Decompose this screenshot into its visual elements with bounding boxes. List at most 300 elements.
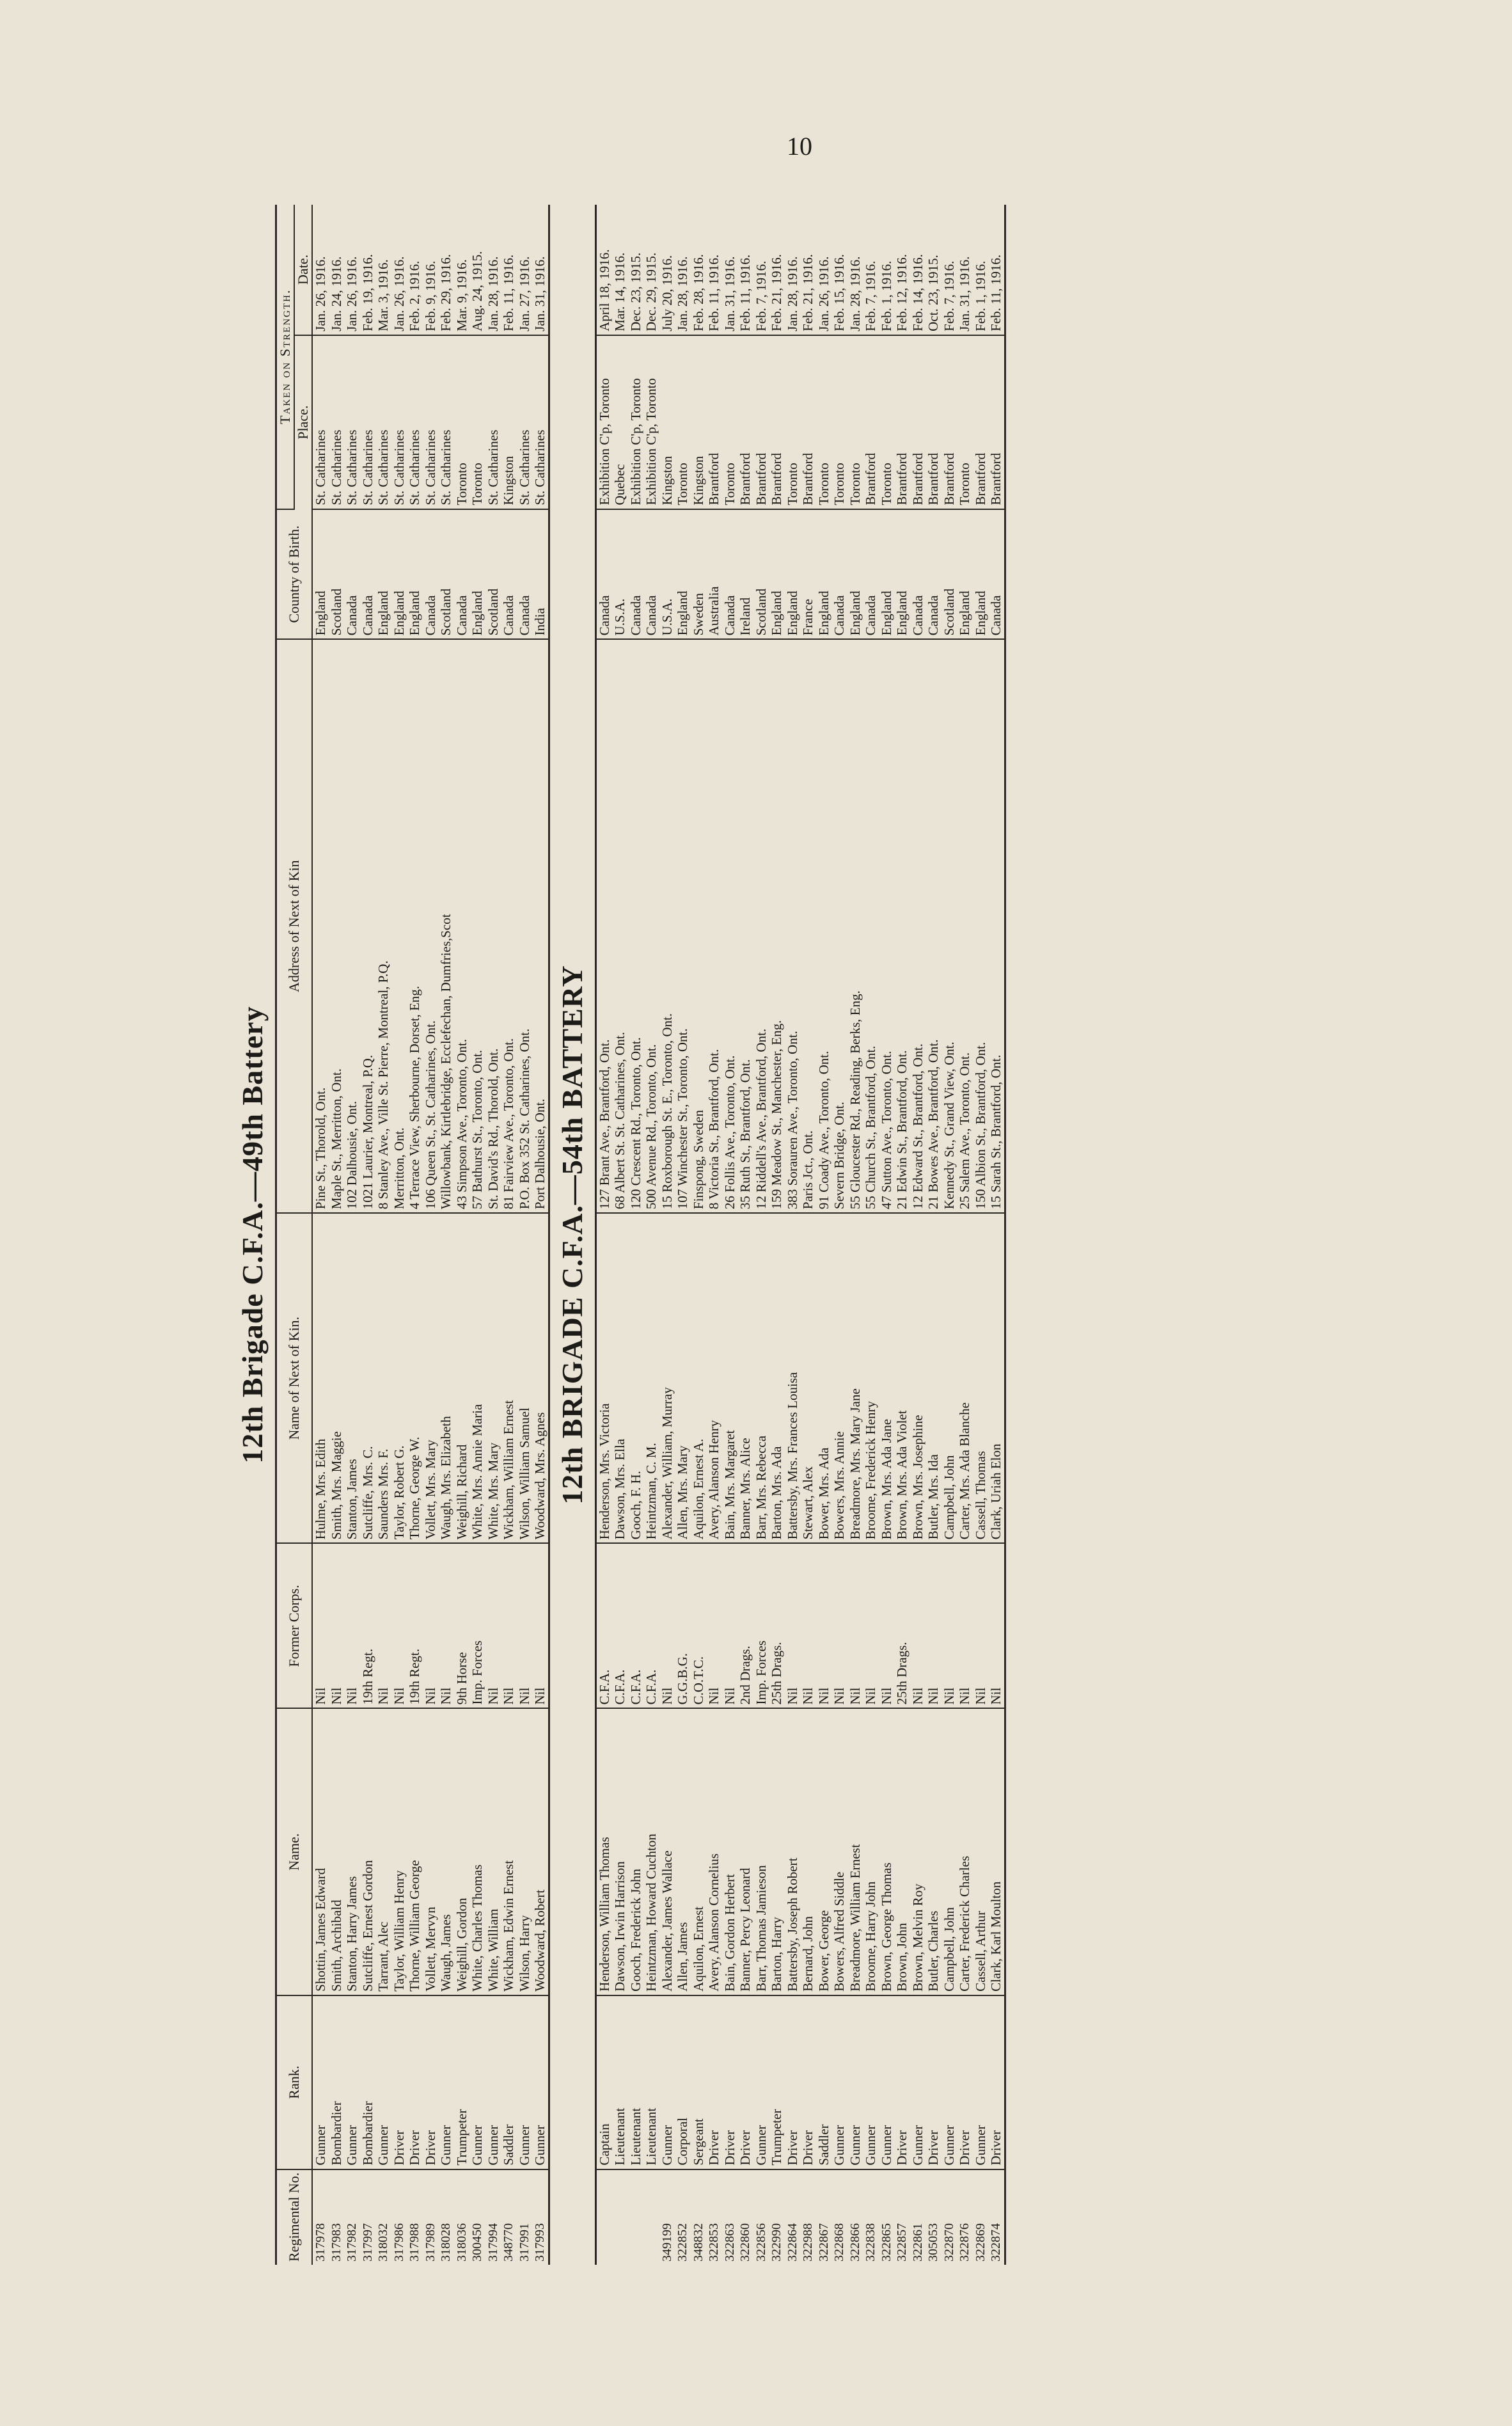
- cell-name: Stanton, Harry James: [344, 1709, 360, 1995]
- cell-rank: Gunner: [753, 1995, 769, 2169]
- table-row: [988, 205, 1005, 2265]
- cell-country: England: [785, 509, 801, 640]
- cell-next-of-kin: Barr, Mrs. Rebecca: [753, 1213, 769, 1543]
- cell-date: Mar. 9, 1916.: [454, 205, 470, 335]
- cell-rank: Driver: [391, 1995, 407, 2169]
- cell-date: Feb. 14, 1916.: [910, 205, 926, 335]
- cell-former-corps: C.F.A.: [612, 1543, 628, 1708]
- cell-place: St. Catharines: [329, 335, 345, 509]
- cell-reg-no: 322865: [879, 2223, 894, 2262]
- cell-name: Weighill, Gordon: [454, 1709, 470, 1995]
- cell-reg-no: 317991: [517, 2223, 532, 2262]
- cell-date: Jan. 28, 1916.: [485, 205, 501, 335]
- cell-rank: Gunner: [485, 1995, 501, 2169]
- cell-reg-no: 322852: [675, 2223, 689, 2262]
- cell-reg-no: 322870: [941, 2223, 956, 2262]
- nominal-roll-table: [275, 205, 550, 2265]
- cell-address: Maple St., Merritton, Ont.: [329, 639, 345, 1213]
- cell-reg-no: 318032: [376, 2223, 390, 2262]
- cell-country: Canada: [722, 509, 738, 640]
- cell-rank: Gunner: [863, 1995, 879, 2169]
- cell-country: Canada: [517, 509, 533, 640]
- cell-address: 55 Gloucester Rd., Reading, Berks, Eng.: [847, 639, 863, 1213]
- cell-reg-no: 318036: [454, 2223, 469, 2262]
- cell-country: Canada: [344, 509, 360, 640]
- header-country: Country of Birth.: [276, 509, 313, 640]
- cell-next-of-kin: Vollett, Mrs. Mary: [423, 1213, 439, 1543]
- cell-next-of-kin: Wilson, William Samuel: [517, 1213, 533, 1543]
- cell-date: Feb. 21, 1916.: [800, 205, 816, 335]
- cell-name: Vollett, Mervyn: [423, 1709, 439, 1995]
- battery-54-rows: [595, 205, 1005, 2265]
- cell-reg-no: 317978: [313, 2223, 327, 2262]
- cell-date: Feb. 1, 1916.: [973, 205, 989, 335]
- cell-former-corps: Nil: [501, 1543, 517, 1708]
- header-place: Place.: [294, 335, 312, 509]
- cell-name: Banner, Percy Leonard: [737, 1709, 753, 1995]
- cell-place: Exhibition C'p, Toronto: [628, 335, 644, 509]
- cell-former-corps: Nil: [847, 1543, 863, 1708]
- cell-rank: Lieutenant: [612, 1995, 628, 2169]
- cell-address: 127 Brant Ave., Brantford, Ont.: [595, 639, 612, 1213]
- cell-next-of-kin: Wickham, William Ernest: [501, 1213, 517, 1543]
- cell-place: Kingston: [659, 335, 675, 509]
- cell-address: 47 Sutton Ave., Toronto, Ont.: [879, 639, 895, 1213]
- cell-former-corps: C.O.T.C.: [691, 1543, 707, 1708]
- cell-former-corps: Nil: [816, 1543, 832, 1708]
- cell-country: Canada: [988, 509, 1005, 640]
- table-row: [423, 205, 439, 2265]
- cell-date: Feb. 2, 1916.: [407, 205, 423, 335]
- cell-address: 21 Edwin St., Brantford, Ont.: [894, 639, 910, 1213]
- cell-place: Toronto: [675, 335, 691, 509]
- cell-reg-no: 322861: [910, 2223, 925, 2262]
- cell-name: White, Charles Thomas: [469, 1709, 485, 1995]
- cell-former-corps: Nil: [941, 1543, 957, 1708]
- cell-reg-no: 322874: [989, 2223, 1003, 2262]
- cell-reg-no: 317983: [329, 2223, 343, 2262]
- cell-former-corps: 19th Regt.: [407, 1543, 423, 1708]
- table-row: [438, 205, 454, 2265]
- cell-date: April 18, 1916.: [595, 205, 612, 335]
- table-row: [753, 205, 769, 2265]
- cell-address: Pine St., Thorold, Ont.: [312, 639, 329, 1213]
- cell-address: St. David's Rd., Thorold, Ont.: [485, 639, 501, 1213]
- cell-rank: Gunner: [532, 1995, 549, 2169]
- cell-date: Feb. 7, 1916.: [941, 205, 957, 335]
- cell-country: Canada: [454, 509, 470, 640]
- cell-reg-no: 322857: [895, 2223, 909, 2262]
- table-row: [894, 205, 910, 2265]
- cell-name: Waugh, James: [438, 1709, 454, 1995]
- table-row: [643, 205, 659, 2265]
- cell-name: Battersby, Joseph Robert: [785, 1709, 801, 1995]
- cell-next-of-kin: Broome, Frederick Henry: [863, 1213, 879, 1543]
- cell-date: Feb. 12, 1916.: [894, 205, 910, 335]
- cell-name: Bowers, Alfred Siddle: [831, 1709, 847, 1995]
- cell-date: Feb. 15, 1916.: [831, 205, 847, 335]
- cell-rank: Driver: [957, 1995, 973, 2169]
- cell-place: Toronto: [722, 335, 738, 509]
- cell-reg-no: 317993: [533, 2223, 547, 2262]
- cell-next-of-kin: Cassell, Thomas: [973, 1213, 989, 1543]
- cell-reg-no: 322868: [832, 2223, 846, 2262]
- cell-rank: Captain: [595, 1995, 612, 2169]
- cell-rank: Saddler: [816, 1995, 832, 2169]
- cell-rank: Gunner: [847, 1995, 863, 2169]
- table-row: [910, 205, 926, 2265]
- cell-address: 15 Sarah St., Brantford, Ont.: [988, 639, 1005, 1213]
- cell-rank: Lieutenant: [643, 1995, 659, 2169]
- cell-former-corps: Nil: [706, 1543, 722, 1708]
- cell-next-of-kin: Stewart, Alex: [800, 1213, 816, 1543]
- cell-date: Jan. 28, 1916.: [675, 205, 691, 335]
- cell-reg-no: 349199: [659, 2223, 674, 2262]
- cell-name: Bernard, John: [800, 1709, 816, 1995]
- table-row: [831, 205, 847, 2265]
- cell-next-of-kin: Taylor, Robert G.: [391, 1213, 407, 1543]
- cell-next-of-kin: Hulme, Mrs. Edith: [312, 1213, 329, 1543]
- cell-address: Severn Bridge, Ont.: [831, 639, 847, 1213]
- cell-date: Feb. 1, 1916.: [879, 205, 895, 335]
- cell-place: Toronto: [957, 335, 973, 509]
- cell-former-corps: Nil: [485, 1543, 501, 1708]
- cell-rank: Gunner: [469, 1995, 485, 2169]
- cell-name: Wickham, Edwin Ernest: [501, 1709, 517, 1995]
- cell-address: 43 Simpson Ave., Toronto, Ont.: [454, 639, 470, 1213]
- cell-next-of-kin: Weighill, Richard: [454, 1213, 470, 1543]
- cell-next-of-kin: Dawson, Mrs. Ella: [612, 1213, 628, 1543]
- cell-place: Toronto: [879, 335, 895, 509]
- table-row: [501, 205, 517, 2265]
- table-row: [391, 205, 407, 2265]
- cell-rank: Driver: [800, 1995, 816, 2169]
- cell-country: England: [312, 509, 329, 640]
- cell-name: Broome, Harry John: [863, 1709, 879, 1995]
- table-row: [800, 205, 816, 2265]
- cell-place: Brantford: [800, 335, 816, 509]
- cell-date: Jan. 27, 1916.: [517, 205, 533, 335]
- cell-next-of-kin: Brown, Mrs. Ada Jane: [879, 1213, 895, 1543]
- header-name: Name.: [276, 1709, 313, 1995]
- cell-country: Canada: [360, 509, 376, 640]
- cell-rank: Gunner: [375, 1995, 391, 2169]
- cell-country: Sweden: [691, 509, 707, 640]
- cell-former-corps: 25th Drags.: [769, 1543, 785, 1708]
- cell-country: Canada: [910, 509, 926, 640]
- cell-reg-no: 322988: [801, 2223, 815, 2262]
- cell-next-of-kin: Sutcliffe, Mrs. C.: [360, 1213, 376, 1543]
- cell-place: St. Catharines: [438, 335, 454, 509]
- cell-next-of-kin: Alexander, William, Murray: [659, 1213, 675, 1543]
- table-row: [469, 205, 485, 2265]
- cell-address: 107 Winchester St., Toronto, Ont.: [675, 639, 691, 1213]
- cell-next-of-kin: Heintzman, C. M.: [643, 1213, 659, 1543]
- cell-rank: Gunner: [831, 1995, 847, 2169]
- cell-place: St. Catharines: [485, 335, 501, 509]
- cell-address: 12 Edward St., Brantford, Ont.: [910, 639, 926, 1213]
- cell-address: P.O. Box 352 St. Catharines, Ont.: [517, 639, 533, 1213]
- cell-name: White, William: [485, 1709, 501, 1995]
- cell-former-corps: Nil: [438, 1543, 454, 1708]
- cell-former-corps: Imp. Forces: [753, 1543, 769, 1708]
- cell-date: Feb. 11, 1916.: [706, 205, 722, 335]
- cell-place: Brantford: [910, 335, 926, 509]
- cell-place: Brantford: [941, 335, 957, 509]
- cell-country: Scotland: [753, 509, 769, 640]
- cell-reg-no: 322867: [816, 2223, 831, 2262]
- cell-place: St. Catharines: [532, 335, 549, 509]
- cell-rank: Driver: [894, 1995, 910, 2169]
- cell-next-of-kin: Avery, Alanson Henry: [706, 1213, 722, 1543]
- cell-next-of-kin: Aquilon, Ernest A.: [691, 1213, 707, 1543]
- cell-rank: Bombardier: [360, 1995, 376, 2169]
- cell-former-corps: Nil: [973, 1543, 989, 1708]
- table-row: [691, 205, 707, 2265]
- table-row: [925, 205, 941, 2265]
- table-row: [612, 205, 628, 2265]
- cell-next-of-kin: Allen, Mrs. Mary: [675, 1213, 691, 1543]
- cell-former-corps: Nil: [344, 1543, 360, 1708]
- cell-country: England: [816, 509, 832, 640]
- cell-reg-no: 322853: [707, 2223, 721, 2262]
- table-row: [485, 205, 501, 2265]
- cell-address: 91 Coady Ave., Toronto, Ont.: [816, 639, 832, 1213]
- cell-rank: Driver: [407, 1995, 423, 2169]
- cell-next-of-kin: Woodward, Mrs. Agnes: [532, 1213, 549, 1543]
- cell-former-corps: 9th Horse: [454, 1543, 470, 1708]
- cell-address: Finspong, Sweden: [691, 639, 707, 1213]
- cell-next-of-kin: Gooch, F. H.: [628, 1213, 644, 1543]
- cell-place: Toronto: [454, 335, 470, 509]
- cell-next-of-kin: Henderson, Mrs. Victoria: [595, 1213, 612, 1543]
- cell-place: St. Catharines: [517, 335, 533, 509]
- table-row: [863, 205, 879, 2265]
- cell-former-corps: Nil: [988, 1543, 1005, 1708]
- header-next-of-kin: Name of Next of Kin.: [276, 1213, 313, 1543]
- cell-next-of-kin: Saunders Mrs. F.: [375, 1213, 391, 1543]
- cell-address: 120 Crescent Rd., Toronto, Ont.: [628, 639, 644, 1213]
- table-row: [941, 205, 957, 2265]
- cell-country: England: [847, 509, 863, 640]
- cell-date: Jan. 26, 1916.: [391, 205, 407, 335]
- cell-rank: Driver: [737, 1995, 753, 2169]
- table-row: [360, 205, 376, 2265]
- table-row: [973, 205, 989, 2265]
- cell-rank: Driver: [706, 1995, 722, 2169]
- cell-place: Brantford: [863, 335, 879, 509]
- cell-place: St. Catharines: [360, 335, 376, 509]
- cell-name: Alexander, James Wallace: [659, 1709, 675, 1995]
- cell-rank: Driver: [988, 1995, 1005, 2169]
- cell-country: Scotland: [941, 509, 957, 640]
- cell-name: Butler, Charles: [925, 1709, 941, 1995]
- cell-address: 8 Victoria St., Brantford, Ont.: [706, 639, 722, 1213]
- cell-country: England: [375, 509, 391, 640]
- table-row: [312, 205, 329, 2265]
- cell-rank: Lieutenant: [628, 1995, 644, 2169]
- cell-address: 81 Fairview Ave., Toronto, Ont.: [501, 639, 517, 1213]
- cell-date: July 20, 1916.: [659, 205, 675, 335]
- cell-country: Canada: [643, 509, 659, 640]
- cell-reg-no: 317982: [345, 2223, 359, 2262]
- cell-address: 500 Avenue Rd., Toronto, Ont.: [643, 639, 659, 1213]
- cell-name: Shottin, James Edward: [312, 1709, 329, 1995]
- header-address: Address of Next of Kin: [276, 639, 313, 1213]
- cell-name: Barton, Harry: [769, 1709, 785, 1995]
- cell-former-corps: Nil: [831, 1543, 847, 1708]
- cell-country: Ireland: [737, 509, 753, 640]
- cell-country: Canada: [423, 509, 439, 640]
- cell-name: Henderson, William Thomas: [595, 1709, 612, 1995]
- cell-address: Willowbank, Kirtlebridge, Ecclefechan, Dumfries,Scot: [438, 639, 454, 1213]
- cell-place: St. Catharines: [344, 335, 360, 509]
- cell-country: France: [800, 509, 816, 640]
- cell-address: 35 Ruth St., Brantford, Ont.: [737, 639, 753, 1213]
- cell-rank: Gunner: [910, 1995, 926, 2169]
- cell-rank: Gunner: [659, 1995, 675, 2169]
- cell-name: Brown, John: [894, 1709, 910, 1995]
- cell-country: Canada: [831, 509, 847, 640]
- cell-rank: Trumpeter: [454, 1995, 470, 2169]
- cell-former-corps: C.F.A.: [628, 1543, 644, 1708]
- cell-place: Quebec: [612, 335, 628, 509]
- table-row: [879, 205, 895, 2265]
- cell-next-of-kin: Campbell, John: [941, 1213, 957, 1543]
- cell-place: Toronto: [785, 335, 801, 509]
- cell-next-of-kin: Banner, Mrs. Alice: [737, 1213, 753, 1543]
- cell-reg-no: 317988: [407, 2223, 421, 2262]
- cell-former-corps: Nil: [517, 1543, 533, 1708]
- cell-country: England: [973, 509, 989, 640]
- cell-next-of-kin: Brown, Mrs. Ada Violet: [894, 1213, 910, 1543]
- cell-date: Dec. 23, 1915.: [628, 205, 644, 335]
- cell-country: England: [769, 509, 785, 640]
- cell-place: Toronto: [469, 335, 485, 509]
- cell-place: Brantford: [925, 335, 941, 509]
- cell-date: Jan. 31, 1916.: [722, 205, 738, 335]
- cell-reg-no: 322864: [785, 2223, 799, 2262]
- cell-date: Feb. 11, 1916.: [501, 205, 517, 335]
- cell-rank: Sergeant: [691, 1995, 707, 2169]
- cell-date: Mar. 3, 1916.: [375, 205, 391, 335]
- cell-place: St. Catharines: [391, 335, 407, 509]
- cell-address: 106 Queen St., St. Catharines, Ont.: [423, 639, 439, 1213]
- table-row: [595, 205, 612, 2265]
- cell-former-corps: Nil: [391, 1543, 407, 1708]
- cell-former-corps: 25th Drags.: [894, 1543, 910, 1708]
- cell-date: Jan. 31, 1916.: [957, 205, 973, 335]
- cell-reg-no: 317997: [360, 2223, 375, 2262]
- cell-name: Cassell, Arthur: [973, 1709, 989, 1995]
- cell-name: Carter, Frederick Charles: [957, 1709, 973, 1995]
- cell-rank: Driver: [423, 1995, 439, 2169]
- cell-name: Taylor, William Henry: [391, 1709, 407, 1995]
- cell-date: Feb. 9, 1916.: [423, 205, 439, 335]
- table-row: [675, 205, 691, 2265]
- cell-former-corps: Nil: [722, 1543, 738, 1708]
- cell-place: St. Catharines: [312, 335, 329, 509]
- cell-address: Kennedy St., Grand View, Ont.: [941, 639, 957, 1213]
- cell-date: Feb. 28, 1916.: [691, 205, 707, 335]
- cell-name: Breadmore, William Ernest: [847, 1709, 863, 1995]
- cell-former-corps: Nil: [925, 1543, 941, 1708]
- cell-former-corps: Nil: [659, 1543, 675, 1708]
- cell-former-corps: Nil: [329, 1543, 345, 1708]
- cell-address: 159 Meadow St., Manchester, Eng.: [769, 639, 785, 1213]
- cell-country: Canada: [501, 509, 517, 640]
- cell-rank: Saddler: [501, 1995, 517, 2169]
- cell-name: Bain, Gordon Herbert: [722, 1709, 738, 1995]
- cell-place: Toronto: [816, 335, 832, 509]
- cell-place: Kingston: [691, 335, 707, 509]
- cell-former-corps: Nil: [910, 1543, 926, 1708]
- cell-place: Brantford: [973, 335, 989, 509]
- cell-reg-no: 322856: [753, 2223, 768, 2262]
- cell-former-corps: Nil: [879, 1543, 895, 1708]
- cell-country: Australia: [706, 509, 722, 640]
- cell-former-corps: Nil: [375, 1543, 391, 1708]
- cell-next-of-kin: Stanton, James: [344, 1213, 360, 1543]
- cell-rank: Driver: [722, 1995, 738, 2169]
- cell-date: Aug. 24, 1915.: [469, 205, 485, 335]
- cell-country: England: [879, 509, 895, 640]
- cell-next-of-kin: Bain, Mrs. Margaret: [722, 1213, 738, 1543]
- cell-reg-no: [628, 2169, 644, 2265]
- cell-name: Bower, George: [816, 1709, 832, 1995]
- cell-place: St. Catharines: [375, 335, 391, 509]
- header-taken-on-strength: Taken on Strength.: [276, 205, 295, 509]
- cell-place: Brantford: [737, 335, 753, 509]
- cell-address: 150 Albion St., Brantford, Ont.: [973, 639, 989, 1213]
- cell-name: Heintzman, Howard Cuchton: [643, 1709, 659, 1995]
- cell-reg-no: 322866: [847, 2223, 862, 2262]
- cell-name: Campbell, John: [941, 1709, 957, 1995]
- cell-name: Brown, Melvin Roy: [910, 1709, 926, 1995]
- cell-next-of-kin: Butler, Mrs. Ida: [925, 1213, 941, 1543]
- cell-date: Jan. 26, 1916.: [312, 205, 329, 335]
- cell-country: England: [675, 509, 691, 640]
- cell-place: Toronto: [831, 335, 847, 509]
- cell-date: Feb. 7, 1916.: [753, 205, 769, 335]
- cell-reg-no: 305053: [926, 2223, 940, 2262]
- cell-address: 55 Church St., Brantford, Ont.: [863, 639, 879, 1213]
- cell-rank: Gunner: [941, 1995, 957, 2169]
- cell-reg-no: 348832: [691, 2223, 705, 2262]
- nominal-roll-table-54th: [595, 205, 1006, 2265]
- cell-former-corps: Nil: [532, 1543, 549, 1708]
- cell-address: 26 Follis Ave., Toronto, Ont.: [722, 639, 738, 1213]
- cell-address: Paris Jct., Ont.: [800, 639, 816, 1213]
- page-number: 10: [787, 132, 812, 161]
- cell-country: England: [957, 509, 973, 640]
- table-row: [532, 205, 549, 2265]
- cell-date: Feb. 11, 1916.: [988, 205, 1005, 335]
- cell-date: Jan. 31, 1916.: [532, 205, 549, 335]
- cell-rank: Gunner: [517, 1995, 533, 2169]
- table-row: [329, 205, 345, 2265]
- cell-name: Dawson, Irwin Harrison: [612, 1709, 628, 1995]
- cell-country: England: [469, 509, 485, 640]
- cell-rank: Trumpeter: [769, 1995, 785, 2169]
- table-row: [454, 205, 470, 2265]
- table-row: [785, 205, 801, 2265]
- cell-place: Exhibition C'p, Toronto: [643, 335, 659, 509]
- cell-former-corps: Nil: [785, 1543, 801, 1708]
- cell-date: Feb. 21, 1916.: [769, 205, 785, 335]
- cell-next-of-kin: Barton, Mrs. Ada: [769, 1213, 785, 1543]
- cell-rank: Gunner: [879, 1995, 895, 2169]
